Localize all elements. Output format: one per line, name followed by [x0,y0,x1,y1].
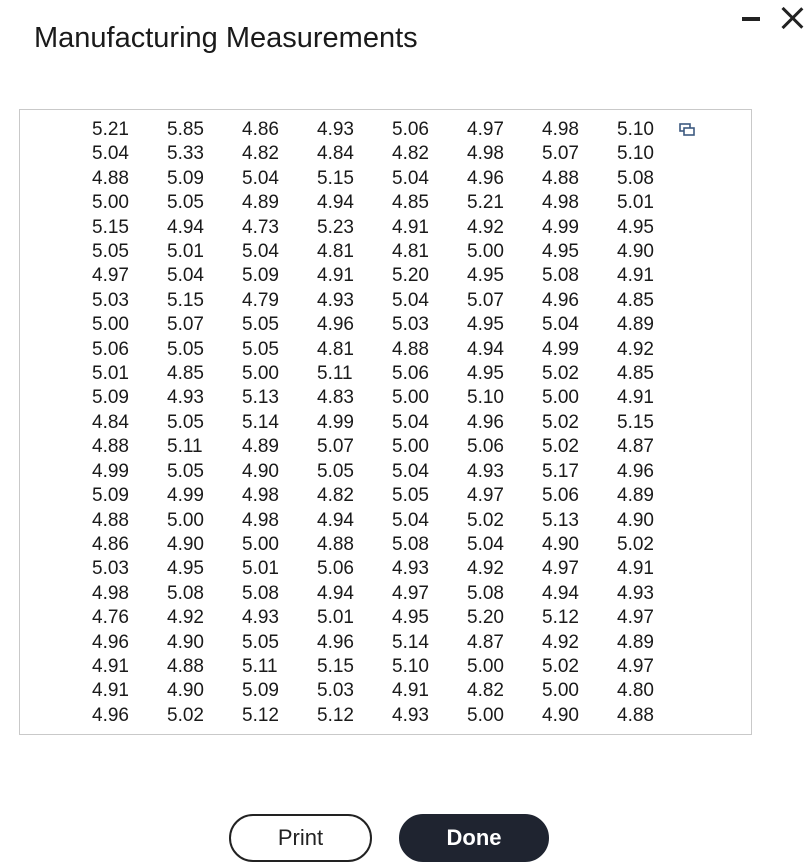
done-button[interactable]: Done [399,814,549,862]
table-cell: 5.04 [392,289,429,311]
table-cell: 5.05 [242,631,279,653]
data-table-panel [19,109,752,735]
table-row [92,582,692,606]
table-cell: 4.90 [542,704,579,726]
table-cell: 5.09 [92,485,129,507]
table-row [92,386,692,410]
table-cell: 5.13 [242,387,279,409]
table-cell: 5.17 [542,460,579,482]
table-cell: 5.06 [317,558,354,580]
table-cell: 5.05 [167,460,204,482]
table-cell: 4.91 [317,265,354,287]
table-cell: 4.99 [167,485,204,507]
table-cell: 5.04 [92,143,129,165]
table-cell: 4.89 [617,631,654,653]
table-cell: 5.11 [317,363,353,385]
table-cell: 5.04 [392,167,429,189]
table-cell: 4.98 [467,143,504,165]
table-cell: 4.95 [392,607,429,629]
table-cell: 5.00 [467,241,504,263]
table-cell: 5.11 [242,655,278,677]
table-cell: 5.00 [92,314,129,336]
table-row [92,606,692,630]
table-cell: 5.21 [467,192,504,214]
table-cell: 4.81 [317,338,354,360]
table-cell: 5.08 [392,533,429,555]
table-cell: 4.90 [542,533,579,555]
table-cell: 4.95 [617,216,654,238]
table-cell: 5.08 [167,582,204,604]
table-cell: 4.95 [167,558,204,580]
table-cell: 4.76 [92,607,129,629]
table-cell: 4.93 [317,289,354,311]
table-cell: 5.15 [92,216,129,238]
table-cell: 5.12 [242,704,279,726]
table-cell: 5.10 [467,387,504,409]
table-cell: 5.00 [92,192,129,214]
table-cell: 4.92 [167,607,204,629]
table-cell: 4.90 [167,680,204,702]
table-cell: 5.10 [392,655,429,677]
table-cell: 5.15 [617,411,654,433]
table-cell: 5.08 [542,265,579,287]
table-cell: 5.14 [242,411,279,433]
table-cell: 4.99 [92,460,129,482]
table-cell: 4.96 [617,460,654,482]
table-cell: 4.89 [617,485,654,507]
table-cell: 5.02 [542,655,579,677]
print-button[interactable]: Print [229,814,372,862]
table-cell: 4.86 [242,119,279,140]
table-cell: 4.91 [617,265,654,287]
table-cell: 4.99 [542,216,579,238]
table-cell: 4.90 [617,509,654,531]
table-cell: 4.98 [92,582,129,604]
table-cell: 5.02 [467,509,504,531]
table-cell: 4.98 [242,509,279,531]
table-cell: 5.05 [242,314,279,336]
table-row [92,289,692,313]
table-cell: 5.15 [167,289,204,311]
table-cell: 4.93 [467,460,504,482]
table-body [92,118,692,728]
close-icon[interactable] [780,6,804,30]
table-cell: 4.90 [617,241,654,263]
table-cell: 4.97 [542,558,579,580]
table-cell: 5.07 [467,289,504,311]
table-cell: 5.00 [167,509,204,531]
table-cell: 5.00 [542,387,579,409]
table-cell: 4.89 [242,192,279,214]
table-cell: 4.92 [617,338,654,360]
table-cell: 4.99 [542,338,579,360]
table-row [92,118,692,142]
table-cell: 5.85 [167,119,204,140]
table-cell: 4.84 [92,411,129,433]
minimize-icon[interactable] [742,17,760,21]
table-cell: 5.33 [167,143,204,165]
table-cell: 4.85 [617,363,654,385]
table-row [92,313,692,337]
table-cell: 4.89 [242,436,279,458]
table-cell: 4.96 [467,167,504,189]
table-cell: 4.87 [467,631,504,653]
table-cell: 5.12 [542,607,579,629]
table-cell: 5.04 [392,460,429,482]
dialog-title: Manufacturing Measurements [34,22,418,54]
table-cell: 5.04 [242,167,279,189]
table-cell: 5.15 [317,167,354,189]
table-cell: 5.07 [167,314,204,336]
table-cell: 5.12 [317,704,354,726]
table-cell: 5.11 [167,436,203,458]
table-cell: 4.83 [317,387,354,409]
table-cell: 5.05 [167,338,204,360]
table-cell: 4.91 [392,680,429,702]
table-row [92,142,692,166]
table-cell: 4.94 [167,216,204,238]
table-cell: 5.15 [317,655,354,677]
window-controls [742,6,804,30]
table-cell: 5.09 [92,387,129,409]
table-cell: 4.94 [317,192,354,214]
table-cell: 4.99 [317,411,354,433]
table-row [92,435,692,459]
table-cell: 4.92 [467,558,504,580]
table-cell: 4.94 [317,582,354,604]
table-cell: 4.97 [617,607,654,629]
table-cell: 5.04 [542,314,579,336]
table-cell: 5.06 [392,363,429,385]
table-cell: 4.93 [242,607,279,629]
table-cell: 4.84 [317,143,354,165]
table-cell: 5.06 [92,338,129,360]
table-cell: 4.82 [392,143,429,165]
table-cell: 4.95 [467,314,504,336]
table-cell: 4.96 [317,314,354,336]
table-cell: 5.02 [617,533,654,555]
table-cell: 4.91 [92,680,129,702]
table-row [92,509,692,533]
table-cell: 4.88 [542,167,579,189]
table-cell: 4.85 [392,192,429,214]
table-cell: 4.92 [542,631,579,653]
table-cell: 5.05 [167,192,204,214]
table-cell: 5.04 [392,411,429,433]
table-cell: 5.00 [467,655,504,677]
table-row [92,484,692,508]
table-cell: 5.04 [242,241,279,263]
table-cell: 4.89 [617,314,654,336]
copy-icon[interactable] [679,123,695,137]
table-cell: 4.93 [392,704,429,726]
table-cell: 5.01 [617,192,654,214]
table-cell: 4.90 [167,631,204,653]
table-row [92,191,692,215]
table-cell: 5.01 [167,241,204,263]
table-row [92,338,692,362]
table-cell: 4.97 [92,265,129,287]
table-row [92,557,692,581]
table-row [92,362,692,386]
table-cell: 4.88 [392,338,429,360]
table-cell: 5.03 [392,314,429,336]
table-cell: 4.82 [467,680,504,702]
table-cell: 4.98 [242,485,279,507]
table-row [92,533,692,557]
table-cell: 5.02 [542,411,579,433]
table-cell: 5.23 [317,216,354,238]
table-cell: 4.79 [242,289,279,311]
table-row [92,240,692,264]
table-cell: 4.97 [467,485,504,507]
table-cell: 4.88 [92,436,129,458]
table-cell: 5.05 [317,460,354,482]
table-cell: 5.03 [92,289,129,311]
table-cell: 4.93 [392,558,429,580]
table-cell: 4.80 [617,680,654,702]
table-cell: 5.08 [467,582,504,604]
table-cell: 5.10 [617,143,654,165]
table-cell: 4.96 [467,411,504,433]
table-cell: 5.04 [467,533,504,555]
measurements-table [92,118,692,728]
table-cell: 5.05 [242,338,279,360]
table-cell: 5.20 [392,265,429,287]
table-cell: 4.92 [467,216,504,238]
table-cell: 4.91 [92,655,129,677]
table-cell: 4.81 [317,241,354,263]
table-cell: 5.02 [542,363,579,385]
table-cell: 5.03 [92,558,129,580]
table-cell: 4.91 [392,216,429,238]
table-cell: 5.01 [92,363,129,385]
table-cell: 5.03 [317,680,354,702]
table-cell: 5.05 [392,485,429,507]
table-cell: 4.96 [92,631,129,653]
table-row [92,216,692,240]
table-cell: 4.93 [317,119,354,140]
table-row [92,460,692,484]
table-row [92,679,692,703]
table-cell: 4.94 [542,582,579,604]
table-cell: 4.86 [92,533,129,555]
table-cell: 5.02 [167,704,204,726]
table-cell: 5.00 [242,533,279,555]
table-cell: 5.00 [392,387,429,409]
table-cell: 4.88 [92,509,129,531]
table-cell: 5.00 [467,704,504,726]
table-cell: 4.93 [167,387,204,409]
table-cell: 5.14 [392,631,429,653]
table-cell: 4.82 [242,143,279,165]
table-cell: 5.05 [92,241,129,263]
table-cell: 4.88 [167,655,204,677]
table-cell: 4.91 [617,558,654,580]
table-row [92,167,692,191]
table-cell: 5.07 [542,143,579,165]
table-cell: 5.06 [542,485,579,507]
table-cell: 4.85 [167,363,204,385]
table-cell: 5.01 [242,558,279,580]
table-cell: 5.10 [617,119,654,140]
table-cell: 5.00 [392,436,429,458]
table-cell: 4.98 [542,192,579,214]
table-cell: 4.97 [392,582,429,604]
table-cell: 4.88 [317,533,354,555]
table-row [92,631,692,655]
table-cell: 5.09 [167,167,204,189]
table-cell: 5.00 [242,363,279,385]
table-cell: 4.91 [617,387,654,409]
table-row [92,411,692,435]
table-cell: 4.88 [617,704,654,726]
table-cell: 5.01 [317,607,354,629]
table-cell: 4.95 [467,363,504,385]
table-cell: 4.90 [242,460,279,482]
table-cell: 5.20 [467,607,504,629]
table-cell: 4.82 [317,485,354,507]
table-cell: 5.00 [542,680,579,702]
table-row [92,704,692,728]
table-row [92,264,692,288]
table-cell: 4.96 [542,289,579,311]
table-cell: 4.95 [467,265,504,287]
table-cell: 4.95 [542,241,579,263]
table-cell: 4.93 [617,582,654,604]
table-cell: 4.98 [542,119,579,140]
table-cell: 5.21 [92,119,129,140]
table-cell: 4.96 [317,631,354,653]
table-cell: 5.04 [167,265,204,287]
table-row [92,655,692,679]
table-cell: 5.04 [392,509,429,531]
table-cell: 5.02 [542,436,579,458]
table-cell: 5.09 [242,680,279,702]
table-cell: 4.87 [617,436,654,458]
table-cell: 4.81 [392,241,429,263]
table-cell: 5.06 [392,119,429,140]
table-cell: 5.08 [617,167,654,189]
table-cell: 4.97 [617,655,654,677]
table-cell: 5.05 [167,411,204,433]
table-cell: 4.85 [617,289,654,311]
table-cell: 4.88 [92,167,129,189]
table-cell: 5.09 [242,265,279,287]
table-cell: 5.07 [317,436,354,458]
table-cell: 5.06 [467,436,504,458]
table-cell: 5.08 [242,582,279,604]
table-cell: 5.13 [542,509,579,531]
table-cell: 4.96 [92,704,129,726]
table-cell: 4.94 [467,338,504,360]
table-cell: 4.94 [317,509,354,531]
table-cell: 4.97 [467,119,504,140]
table-cell: 4.90 [167,533,204,555]
table-cell: 4.73 [242,216,279,238]
